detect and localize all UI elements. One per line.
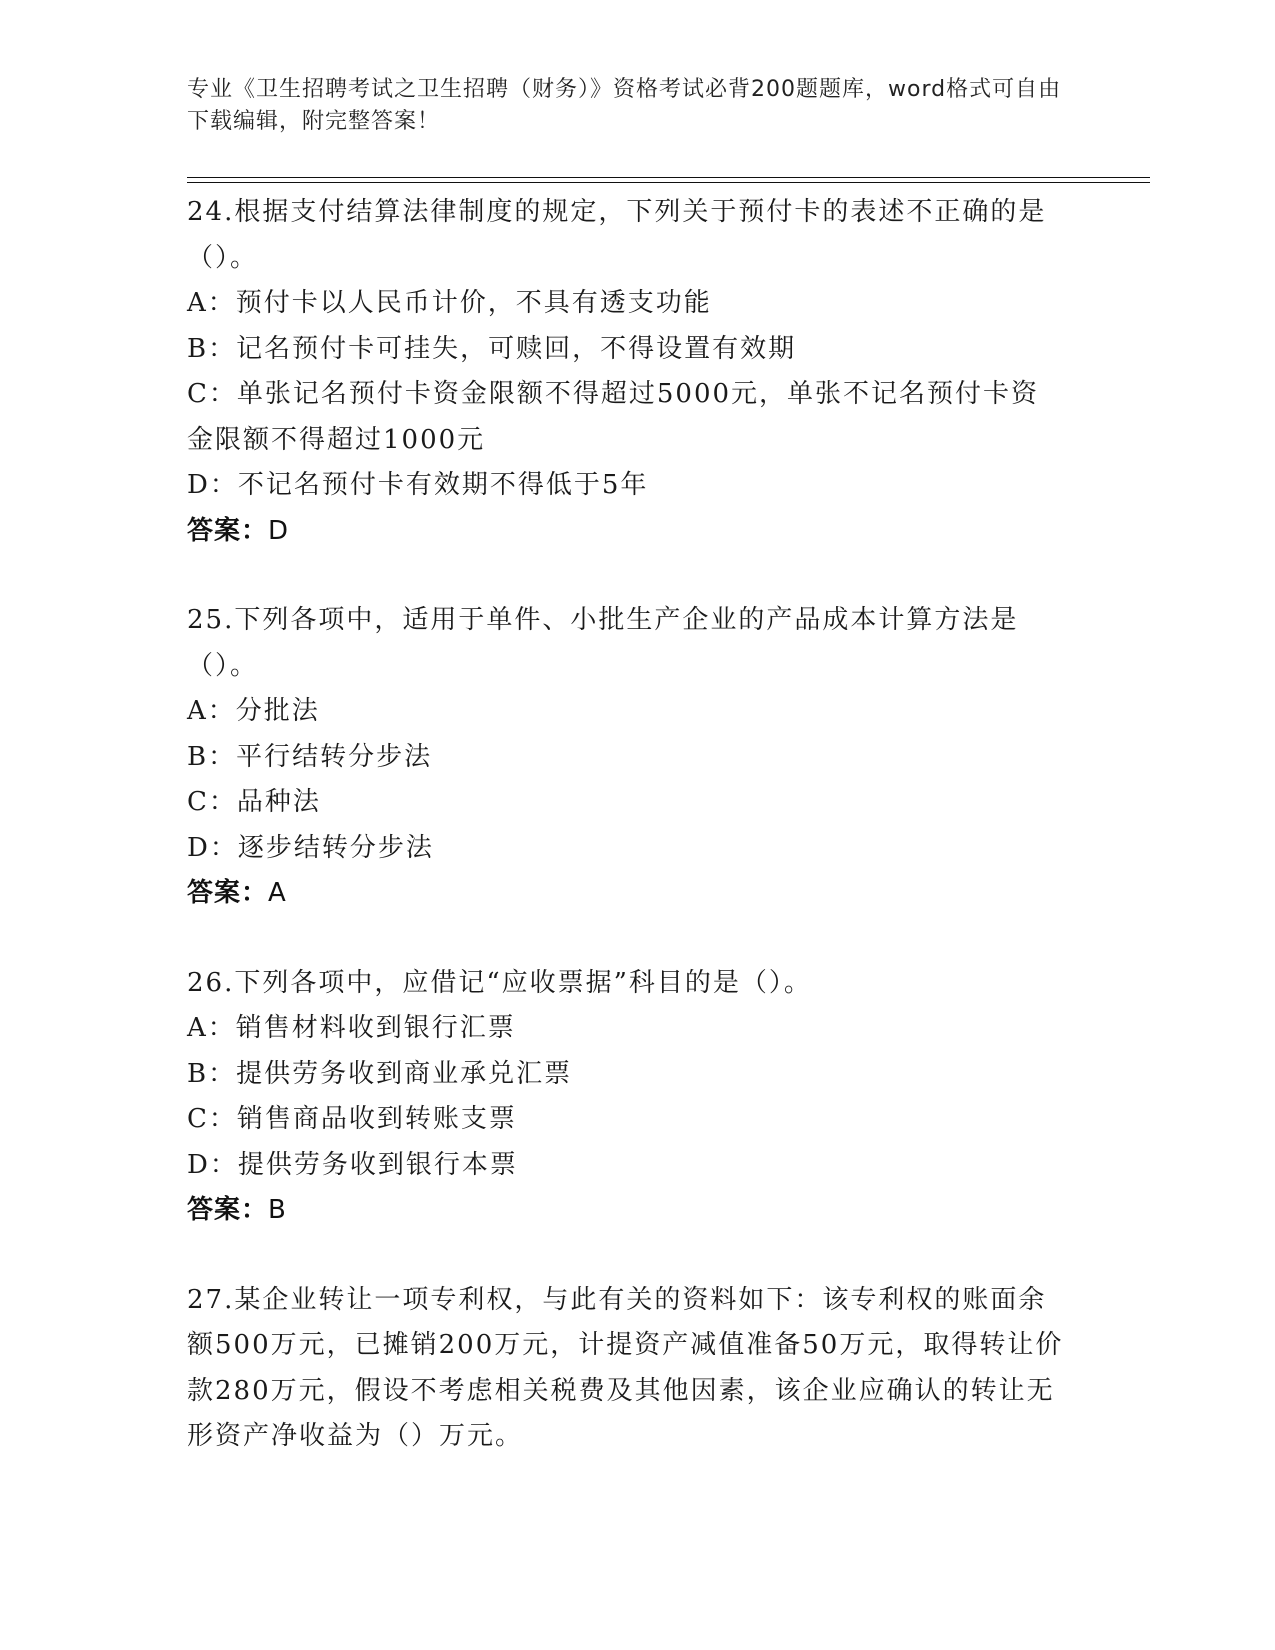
question-stem: 25.下列各项中，适用于单件、小批生产企业的产品成本计算方法是（）。 <box>187 605 1019 681</box>
question-25 <box>187 598 1067 917</box>
option-d: D：提供劳务收到银行本票 <box>187 1149 518 1180</box>
question-27 <box>187 1278 1067 1460</box>
answer <box>187 1188 1067 1234</box>
answer <box>187 871 1067 917</box>
option-c: C：单张记名预付卡资金限额不得超过5000元，单张不记名预付卡资金限额不得超过1000元 <box>187 379 1040 455</box>
option-b: B：平行结转分步法 <box>187 741 433 772</box>
page-header: 专业《卫生招聘考试之卫生招聘（财务）》资格考试必背200题题库，word格式可自由下载编辑，附完整答案！ <box>187 77 1062 134</box>
option-b: B：提供劳务收到商业承兑汇票 <box>187 1058 573 1089</box>
option-a: A：销售材料收到银行汇票 <box>187 1013 516 1043</box>
answer-label: 答案： <box>187 1195 269 1225</box>
answer-value: A <box>268 878 287 908</box>
question-stem: 24.根据支付结算法律制度的规定，下列关于预付卡的表述不正确的是（）。 <box>187 197 1047 273</box>
answer-value: D <box>268 515 290 546</box>
answer-value: B <box>268 1195 287 1225</box>
question-list <box>187 190 1067 1504</box>
option-d: D：不记名预付卡有效期不得低于5年 <box>187 470 649 500</box>
answer-label: 答案： <box>187 515 269 546</box>
question-26 <box>187 961 1067 1234</box>
option-c: C：销售商品收到转账支票 <box>187 1104 517 1134</box>
option-a: A：分批法 <box>187 696 320 726</box>
option-a: A：预付卡以人民币计价，不具有透支功能 <box>187 288 712 318</box>
option-b: B：记名预付卡可挂失，可赎回，不得设置有效期 <box>187 333 797 364</box>
question-stem: 27.某企业转让一项专利权，与此有关的资料如下：该专利权的账面余额500万元，已摊销200万元，计提资产减值准备50万元，取得转让价款280万元，假设不考虑相关税费及其他因素，该企业应确认的转让无形资产净收益为（）万元。 <box>187 1284 1064 1451</box>
option-d: D：逐步结转分步法 <box>187 832 434 863</box>
header-divider <box>187 177 1150 183</box>
question-24 <box>187 190 1067 554</box>
question-stem: 26.下列各项中，应借记“应收票据”科目的是（）。 <box>187 967 812 998</box>
answer-label: 答案： <box>187 878 269 908</box>
answer <box>187 509 1067 555</box>
option-c: C：品种法 <box>187 787 321 817</box>
